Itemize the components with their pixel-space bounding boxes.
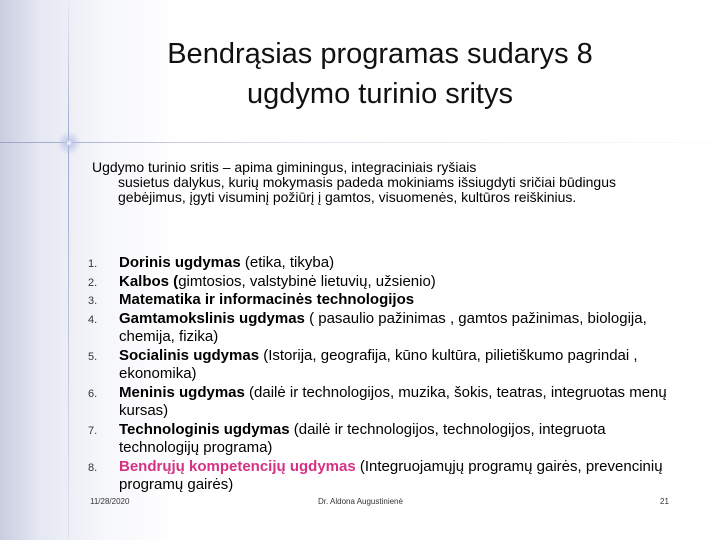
list-number: 5. <box>88 350 98 363</box>
item-text: ( pasaulio pažinimas , gamtos pažinimas, biologija, chemija, fizika) <box>119 309 647 345</box>
item-heading: Technologinis ugdymas <box>119 420 290 438</box>
decorative-horizontal-line <box>0 142 720 143</box>
item-text: (dailė ir technologijos, muzika, šokis, teatras, integruotas menų kursas) <box>119 383 667 419</box>
title-line-2: ugdymo turinio sritys <box>247 78 513 110</box>
list-number: 8. <box>88 461 98 474</box>
list-item <box>88 310 668 347</box>
footer-date: 11/28/2020 <box>90 497 130 506</box>
item-text: gimtosios, valstybinė lietuvių, užsienio) <box>178 272 436 290</box>
item-heading: Socialinis ugdymas <box>119 346 260 364</box>
footer-page-number: 21 <box>660 497 669 506</box>
list-item <box>88 254 668 273</box>
decorative-star-icon <box>54 128 84 158</box>
item-text: (Istorija, geografija, kūno kultūra, pilietiškumo pagrindai , ekonomika) <box>119 346 638 382</box>
list-item <box>88 273 668 292</box>
slide-footer <box>0 497 720 513</box>
list-number: 7. <box>88 424 98 437</box>
item-heading: Meninis ugdymas <box>119 383 245 401</box>
intro-rest: susietus dalykus, kurių mokymasis padeda mokiniams išsiugdyti sričiai būdingus gebėjimus, įgyti visuminį požiūrį į gamtos, visuomenės, kultūros reiškinius. <box>118 174 616 205</box>
slide-title <box>100 34 660 114</box>
list-item <box>88 347 668 384</box>
item-heading: Kalbos ( <box>119 272 179 290</box>
item-text: (dailė ir technologijos, technologijos, integruota technologijų programa) <box>119 420 606 456</box>
item-heading: Gamtamokslinis ugdymas <box>119 309 305 327</box>
item-text: (etika, tikyba) <box>240 254 335 271</box>
list-number: 4. <box>88 313 98 326</box>
intro-paragraph <box>92 160 632 205</box>
list-item <box>88 384 668 421</box>
title-line-1: Bendrąsias programas sudarys 8 <box>167 38 593 70</box>
item-heading-highlight: Bendrųjų kompetencijų ugdymas <box>119 457 356 475</box>
list-number: 2. <box>88 276 98 289</box>
intro-term: Ugdymo turinio sritis <box>92 159 219 175</box>
list-item <box>88 291 668 310</box>
item-heading: Dorinis ugdymas <box>119 254 241 271</box>
intro-text: – apima giminingus, integraciniais ryšiais <box>218 159 477 175</box>
list-number: 1. <box>88 258 98 270</box>
list-item <box>88 458 668 495</box>
list-number: 3. <box>88 295 98 307</box>
footer-author: Dr. Aldona Augustinienė <box>318 497 403 506</box>
areas-list <box>88 254 668 495</box>
list-item <box>88 421 668 458</box>
decorative-vertical-line <box>68 0 69 540</box>
item-heading: Matematika ir informacinės technologijos <box>119 291 415 308</box>
item-text: (Integruojamųjų programų gairės, prevencinių programų gairės) <box>119 457 663 493</box>
list-number: 6. <box>88 387 98 400</box>
